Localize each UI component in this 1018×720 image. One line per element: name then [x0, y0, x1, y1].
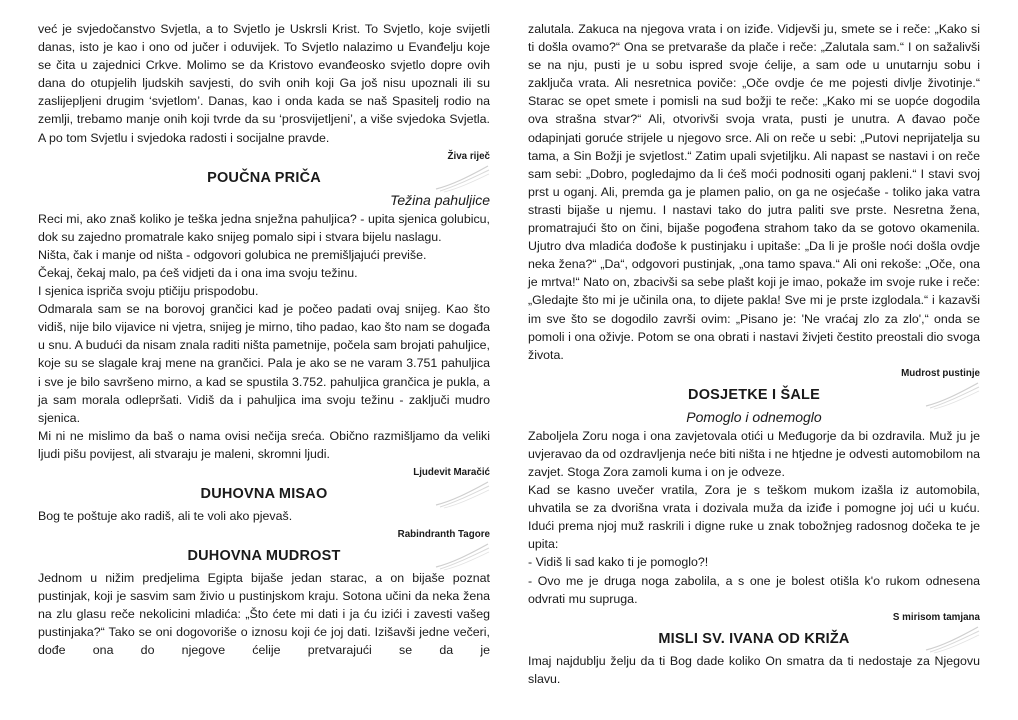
- section-misli: [528, 626, 980, 652]
- poucna-paragraph-2: Ništa, čak i manje od ništa - odgovori golubica ne premišljajući previše.: [38, 247, 427, 262]
- dosjetke-paragraph-1: Zaboljela Zoru noga i ona zavjetovala otići u Međugorje da bi ozdravila. Muž ju je uvjeravao da od ozdravljenja neće biti ništa i ne htjedne je odvesti automobilom na zavjet. Stoga Zora zamoli kuma i on je odveze.: [528, 428, 980, 479]
- section-duhovna-mudrost: [38, 543, 490, 569]
- misao-source: Rabindranth Tagore: [397, 529, 490, 541]
- swoosh-ornament-icon: [924, 380, 980, 410]
- story-source: Mudrost pustinje: [901, 367, 980, 379]
- intro-source: Živa riječ: [447, 150, 490, 162]
- dosjetke-subtitle: Pomoglo i odnemoglo: [686, 408, 822, 425]
- dosjetke-paragraph-3: - Vidiš li sad kako ti je pomoglo?!: [528, 555, 709, 570]
- intro-paragraph: već je svjedočanstvo Svjetla, a to Svjetlo je Uskrsli Krist. To Svjetlo, koje svijetli danas, isto je kao i ono od jučer i oduvijek. To Svjetlo nalazimo u Evanđelju koje se čita u zajednici Crkve. Molimo se da Kristovo evanđeosko svjetlo dopre ovih dana do otupjelih ljudskih savjesti, do svih onih koji Ga još nisu upoznali ili su zaslijepljeni drugim ‘svjetlom’. Danas, kao i onda kada se naš Spasitelj rodio na zemlji, trebamo manje onih koji tvrde da su ‘prosvijetljeni’, a više svjedoka Svjetla. A po tom Svjetlu i svjedoka radosti i socijalne pravde.: [38, 22, 490, 145]
- poucna-subtitle: Težina pahuljice: [390, 191, 490, 208]
- poucna-paragraph-5: Odmarala sam se na borovoj grančici kad je počeo padati ovaj snijeg. Kao što vidiš, nije bilo vijavice ni vjetra, snijeg je mirno, tiho padao, kao što nam se događa u snu. A budući da nisam znala raditi ništa pametnije, počela sam brojati pahuljice, koje su se slagale kraj mene na grančici. Pala je ako se ne varam 3.751 pahuljica i sve je bilo savršeno mirno, a kad se spustila 3.752. pahuljica grančica je pukla, a ja sam morala odlepršati. Vidiš da i pahuljica ima svoju težinu - zaključi mudro sjenica.: [38, 302, 490, 425]
- poucna-paragraph-3: Čekaj, čekaj malo, pa ćeš vidjeti da i ona ima svoju težinu.: [38, 265, 358, 280]
- poucna-paragraph-4: I sjenica ispriča svoju ptičiju prispodobu.: [38, 284, 259, 299]
- section-heading: MISLI SV. IVANA OD KRIŽA: [658, 630, 850, 647]
- dosjetke-paragraph-4: - Ovo me je druga noga zabolila, a s one je bolest otišla k'o rukom odnesena odvrati mu supruga.: [528, 573, 980, 606]
- section-heading: DOSJETKE I ŠALE: [688, 386, 820, 403]
- swoosh-ornament-icon: [924, 624, 980, 654]
- poucna-source: Ljudevit Maračić: [413, 466, 490, 478]
- section-heading: DUHOVNA MISAO: [200, 485, 328, 502]
- poucna-paragraph-6: Mi ni ne mislimo da baš o nama ovisi nečija sreća. Obično razmišljamo da veliki ljudi pišu povijest, ali stvaraju je maleni, skromni ljudi.: [38, 428, 490, 461]
- mudrost-text: Jednom u nižim predjelima Egipta bijaše jedan starac, a on bijaše poznat pustinjak, koji je sasvim sam živio u pustinjskom kraju. Sotona učini da neka žena na zlu glasu reče nekolicini mladića: „Što ćete mi dati i ja ću izići i zavesti vašeg pustinjaka?“ Tako se oni dogovoriše o iznosu koji će joj dati. Izišavši jedne večeri, dođe ona do njegove ćelije pretvarajući se da je: [38, 571, 490, 658]
- section-heading: POUČNA PRIČA: [207, 169, 321, 186]
- swoosh-ornament-icon: [434, 479, 490, 509]
- poucna-paragraph-1: Reci mi, ako znaš koliko je teška jedna snježna pahuljica? - upita sjenica golubicu, dok su zajedno promatrale kako snijeg pomalo sipi i stvara bijelu naslagu.: [38, 211, 490, 244]
- misli-text: Imaj najdublju želju da ti Bog dade koliko On smatra da ti nedostaje za Njegovu slavu.: [528, 653, 980, 686]
- swoosh-ornament-icon: [434, 541, 490, 571]
- dosjetke-paragraph-2: Kad se kasno uvečer vratila, Zora je s teškom mukom izašla iz automobila, uhvatila se za dvorišna vrata i dozivala muža da iziđe i pomogne joj ući u kuću. Idući prema njoj muž raskrili i digne ruke u znak tobožnjeg radosnog dočeka te je upita:: [528, 483, 980, 552]
- right-column: [528, 20, 980, 688]
- swoosh-ornament-icon: [434, 163, 490, 193]
- story-continuation: zalutala. Zakuca na njegova vrata i on iziđe. Vidjevši ju, smete se i reče: „Kako si ti došla ovamo?“ Ona se pretvaraše da plače i reče: „Zalutala sam.“ I on sažalivši se na nju, pusti je u sobu ispred svoje ćelije, a sam ode u unutarnju sobu i zaključa vrata. Ali nesretnica poviče: „Oče ovdje će me pojesti divlje životinje.“ Starac se opet smete i pomisli na sud božji te reče: „Kako mi se uopće dogodila ova strašna stvar?“ Ali, otvorivši svoja vrata, pusti je unutra. A đavao poče odapinjati goruće strijele u njegovo srce. Ali on reče u sebi: „Putovi neprijatelja su tama, a Sin Božji je svjetlost.“ Zatim upali svjetiljku. Ali napast se nastavi i on reče sam sebi: „Dobro, pogledajmo da li ćeš moći podnositi oganj pakleni.“ I stavi svoj prst u oganj. Ali, premda ga je plamen palio, on ga ne osjećaše - toliko jaka vatra strasti bijaše u njemu. I nastavi tako do jutra paliti sve prste. Nesretna žena, promatrajući što on čini, bijaše pogođena strahom tako da se gotovo okamenila. Ujutro dva mladića dođoše k pustinjaku i upitaše: „Da li je prošle noći došla ovdje neka žena?“ „Da“, odgovori pustinjak, „ona tamo spava.“ Ali oni rekoše: „Oče, ona je mrtva!“ Nato on, zbacivši sa sebe plašt koji je imao, pokaže im svoje ruke i reče: „Gledajte što mi je učinila ona, to dijete pakla! Sve mi je prste izglodala.“ i kazavši im sve što se dogodilo završi ovim: „Pisano je: 'Ne vraćaj zlo za zlo',“ onda se pomoli i ona oživje. Potom se ona obrati i nastavi živjeti čestito preostali dio svoga života.: [528, 22, 980, 362]
- section-heading: DUHOVNA MUDROST: [187, 548, 341, 565]
- left-column: [38, 20, 490, 660]
- misao-text: Bog te poštuje ako radiš, ali te voli ako pjevaš.: [38, 508, 293, 523]
- section-duhovna-misao: [38, 481, 490, 507]
- dosjetke-source: S mirisom tamjana: [892, 611, 980, 623]
- section-dosjetke: [528, 382, 980, 408]
- section-poucna-prica: [38, 165, 490, 191]
